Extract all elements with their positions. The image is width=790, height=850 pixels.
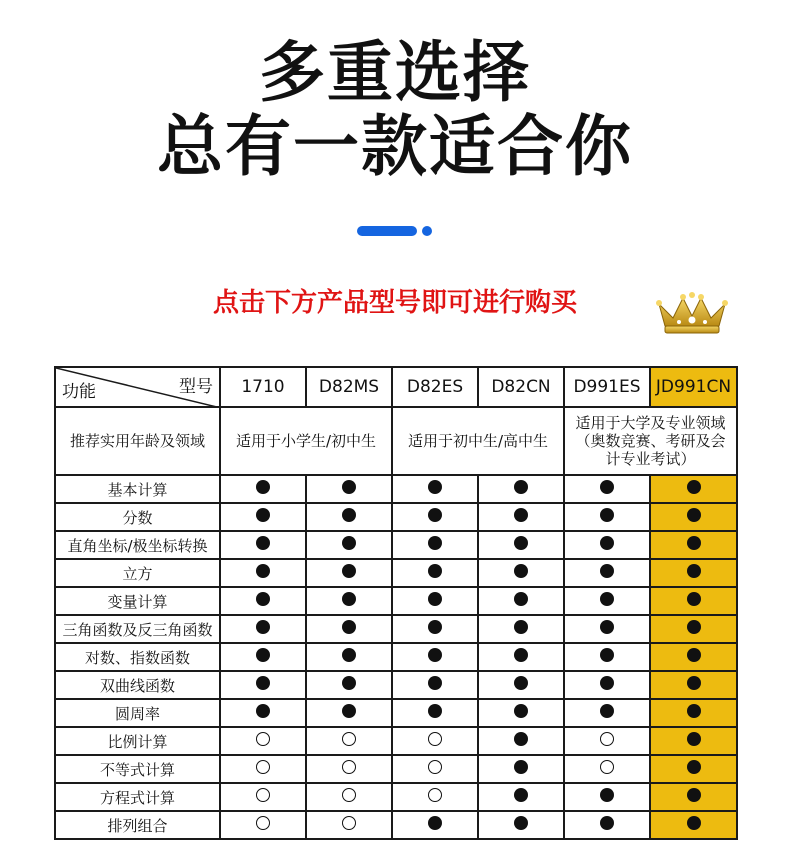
unsupported-circle-icon (428, 788, 442, 802)
supported-dot-icon (514, 788, 528, 802)
model-link-d82ms[interactable]: D82MS (306, 367, 392, 407)
divider-dot (422, 226, 432, 236)
supported-dot-icon (256, 676, 270, 690)
feature-cell (564, 727, 650, 755)
feature-cell (220, 699, 306, 727)
supported-dot-icon (687, 732, 701, 746)
feature-cell (478, 475, 564, 503)
supported-dot-icon (514, 564, 528, 578)
feature-name: 变量计算 (55, 587, 220, 615)
feature-name: 立方 (55, 559, 220, 587)
feature-cell (650, 699, 737, 727)
supported-dot-icon (256, 480, 270, 494)
feature-cell (220, 811, 306, 839)
model-link-d82es[interactable]: D82ES (392, 367, 478, 407)
feature-cell (392, 559, 478, 587)
feature-cell (220, 643, 306, 671)
supported-dot-icon (514, 676, 528, 690)
supported-dot-icon (428, 508, 442, 522)
feature-cell (220, 503, 306, 531)
feature-cell (220, 559, 306, 587)
feature-name: 直角坐标/极坐标转换 (55, 531, 220, 559)
feature-cell (564, 587, 650, 615)
unsupported-circle-icon (256, 788, 270, 802)
supported-dot-icon (342, 704, 356, 718)
supported-dot-icon (514, 648, 528, 662)
hero-heading (0, 36, 790, 184)
supported-dot-icon (600, 508, 614, 522)
feature-cell (306, 531, 392, 559)
feature-cell (650, 615, 737, 643)
feature-cell (650, 727, 737, 755)
supported-dot-icon (600, 704, 614, 718)
feature-row (55, 811, 737, 839)
feature-cell (564, 475, 650, 503)
feature-cell (478, 587, 564, 615)
feature-cell (392, 475, 478, 503)
feature-row (55, 475, 737, 503)
recommend-middle-high: 适用于初中生/高中生 (392, 407, 564, 475)
unsupported-circle-icon (600, 732, 614, 746)
feature-cell (392, 587, 478, 615)
feature-row (55, 531, 737, 559)
feature-cell (306, 811, 392, 839)
feature-cell (650, 643, 737, 671)
supported-dot-icon (428, 620, 442, 634)
supported-dot-icon (687, 592, 701, 606)
feature-cell (478, 643, 564, 671)
feature-cell (478, 559, 564, 587)
model-link-jd991cn[interactable]: JD991CN (650, 367, 737, 407)
unsupported-circle-icon (342, 816, 356, 830)
feature-cell (392, 503, 478, 531)
feature-row (55, 671, 737, 699)
feature-cell (564, 783, 650, 811)
supported-dot-icon (428, 536, 442, 550)
feature-cell (392, 727, 478, 755)
supported-dot-icon (687, 620, 701, 634)
feature-cell (650, 671, 737, 699)
supported-dot-icon (342, 676, 356, 690)
feature-name: 比例计算 (55, 727, 220, 755)
feature-cell (392, 531, 478, 559)
recommend-primary-middle: 适用于小学生/初中生 (220, 407, 392, 475)
feature-row (55, 587, 737, 615)
supported-dot-icon (600, 788, 614, 802)
supported-dot-icon (256, 508, 270, 522)
supported-dot-icon (687, 480, 701, 494)
supported-dot-icon (342, 592, 356, 606)
supported-dot-icon (514, 536, 528, 550)
supported-dot-icon (428, 480, 442, 494)
feature-name: 排列组合 (55, 811, 220, 839)
supported-dot-icon (428, 592, 442, 606)
feature-cell (564, 671, 650, 699)
feature-cell (564, 615, 650, 643)
feature-cell (650, 783, 737, 811)
feature-row (55, 615, 737, 643)
feature-name: 圆周率 (55, 699, 220, 727)
supported-dot-icon (256, 704, 270, 718)
supported-dot-icon (687, 564, 701, 578)
recommend-row (55, 407, 737, 475)
feature-row (55, 755, 737, 783)
supported-dot-icon (428, 564, 442, 578)
hero-title-line2: 总有一款适合你 (157, 108, 633, 185)
feature-name: 不等式计算 (55, 755, 220, 783)
feature-cell (306, 727, 392, 755)
feature-cell (392, 699, 478, 727)
feature-cell (564, 755, 650, 783)
feature-cell (478, 671, 564, 699)
supported-dot-icon (256, 564, 270, 578)
feature-cell (478, 531, 564, 559)
supported-dot-icon (687, 816, 701, 830)
feature-cell (650, 587, 737, 615)
feature-cell (650, 755, 737, 783)
feature-row (55, 783, 737, 811)
unsupported-circle-icon (256, 816, 270, 830)
feature-cell (478, 727, 564, 755)
supported-dot-icon (342, 480, 356, 494)
feature-cell (220, 615, 306, 643)
supported-dot-icon (600, 564, 614, 578)
unsupported-circle-icon (256, 732, 270, 746)
supported-dot-icon (687, 760, 701, 774)
supported-dot-icon (514, 480, 528, 494)
supported-dot-icon (342, 508, 356, 522)
supported-dot-icon (514, 732, 528, 746)
crown-icon (655, 292, 729, 336)
supported-dot-icon (600, 536, 614, 550)
divider-pill (357, 226, 417, 236)
purchase-hint: 点击下方产品型号即可进行购买 (212, 288, 577, 318)
supported-dot-icon (600, 592, 614, 606)
feature-cell (564, 531, 650, 559)
feature-cell (478, 615, 564, 643)
unsupported-circle-icon (342, 788, 356, 802)
feature-cell (392, 755, 478, 783)
feature-name: 对数、指数函数 (55, 643, 220, 671)
feature-cell (650, 531, 737, 559)
feature-cell (564, 503, 650, 531)
feature-cell (564, 559, 650, 587)
supported-dot-icon (342, 564, 356, 578)
feature-name: 方程式计算 (55, 783, 220, 811)
supported-dot-icon (342, 648, 356, 662)
unsupported-circle-icon (428, 732, 442, 746)
unsupported-circle-icon (600, 760, 614, 774)
feature-cell (650, 559, 737, 587)
supported-dot-icon (687, 704, 701, 718)
supported-dot-icon (600, 648, 614, 662)
supported-dot-icon (687, 536, 701, 550)
feature-cell (392, 671, 478, 699)
feature-cell (306, 587, 392, 615)
unsupported-circle-icon (342, 732, 356, 746)
model-link-1710[interactable]: 1710 (220, 367, 306, 407)
feature-cell (306, 643, 392, 671)
feature-cell (478, 811, 564, 839)
supported-dot-icon (428, 816, 442, 830)
supported-dot-icon (428, 704, 442, 718)
supported-dot-icon (600, 816, 614, 830)
model-header-row (55, 367, 737, 407)
supported-dot-icon (256, 620, 270, 634)
feature-cell (306, 559, 392, 587)
feature-cell (392, 783, 478, 811)
model-link-d82cn[interactable]: D82CN (478, 367, 564, 407)
supported-dot-icon (342, 536, 356, 550)
feature-row (55, 643, 737, 671)
feature-cell (220, 727, 306, 755)
feature-cell (306, 615, 392, 643)
corner-header (55, 367, 220, 407)
feature-cell (650, 475, 737, 503)
model-axis-label: 型号 (179, 377, 213, 397)
unsupported-circle-icon (256, 760, 270, 774)
feature-row (55, 727, 737, 755)
supported-dot-icon (342, 620, 356, 634)
supported-dot-icon (428, 676, 442, 690)
unsupported-circle-icon (342, 760, 356, 774)
supported-dot-icon (514, 816, 528, 830)
feature-cell (392, 643, 478, 671)
feature-cell (392, 811, 478, 839)
supported-dot-icon (600, 480, 614, 494)
hero-title-line1: 多重选择 (259, 34, 531, 111)
feature-cell (220, 671, 306, 699)
feature-cell (478, 755, 564, 783)
supported-dot-icon (514, 508, 528, 522)
feature-cell (220, 531, 306, 559)
feature-name: 三角函数及反三角函数 (55, 615, 220, 643)
feature-cell (306, 671, 392, 699)
feature-cell (306, 475, 392, 503)
feature-row (55, 559, 737, 587)
feature-cell (306, 783, 392, 811)
feature-cell (220, 475, 306, 503)
comparison-table (54, 366, 738, 840)
feature-cell (220, 783, 306, 811)
supported-dot-icon (514, 760, 528, 774)
supported-dot-icon (687, 508, 701, 522)
feature-cell (650, 503, 737, 531)
supported-dot-icon (514, 592, 528, 606)
supported-dot-icon (514, 620, 528, 634)
feature-row (55, 503, 737, 531)
feature-row (55, 699, 737, 727)
feature-cell (478, 783, 564, 811)
supported-dot-icon (687, 648, 701, 662)
feature-cell (478, 699, 564, 727)
feature-cell (220, 587, 306, 615)
supported-dot-icon (687, 788, 701, 802)
feature-axis-label: 功能 (62, 382, 96, 402)
feature-cell (564, 811, 650, 839)
feature-cell (220, 755, 306, 783)
feature-cell (478, 503, 564, 531)
supported-dot-icon (428, 648, 442, 662)
feature-name: 基本计算 (55, 475, 220, 503)
unsupported-circle-icon (428, 760, 442, 774)
feature-cell (564, 699, 650, 727)
supported-dot-icon (256, 592, 270, 606)
feature-cell (564, 643, 650, 671)
recommend-label: 推荐实用年龄及领域 (55, 407, 220, 475)
recommend-university: 适用于大学及专业领域（奥数竞赛、考研及会计专业考试） (564, 407, 737, 475)
feature-name: 分数 (55, 503, 220, 531)
feature-cell (392, 615, 478, 643)
supported-dot-icon (600, 676, 614, 690)
model-link-d991es[interactable]: D991ES (564, 367, 650, 407)
supported-dot-icon (514, 704, 528, 718)
feature-name: 双曲线函数 (55, 671, 220, 699)
feature-cell (306, 503, 392, 531)
supported-dot-icon (687, 676, 701, 690)
supported-dot-icon (256, 648, 270, 662)
feature-cell (306, 755, 392, 783)
feature-cell (306, 699, 392, 727)
supported-dot-icon (256, 536, 270, 550)
supported-dot-icon (600, 620, 614, 634)
feature-rows (55, 475, 737, 839)
feature-cell (650, 811, 737, 839)
